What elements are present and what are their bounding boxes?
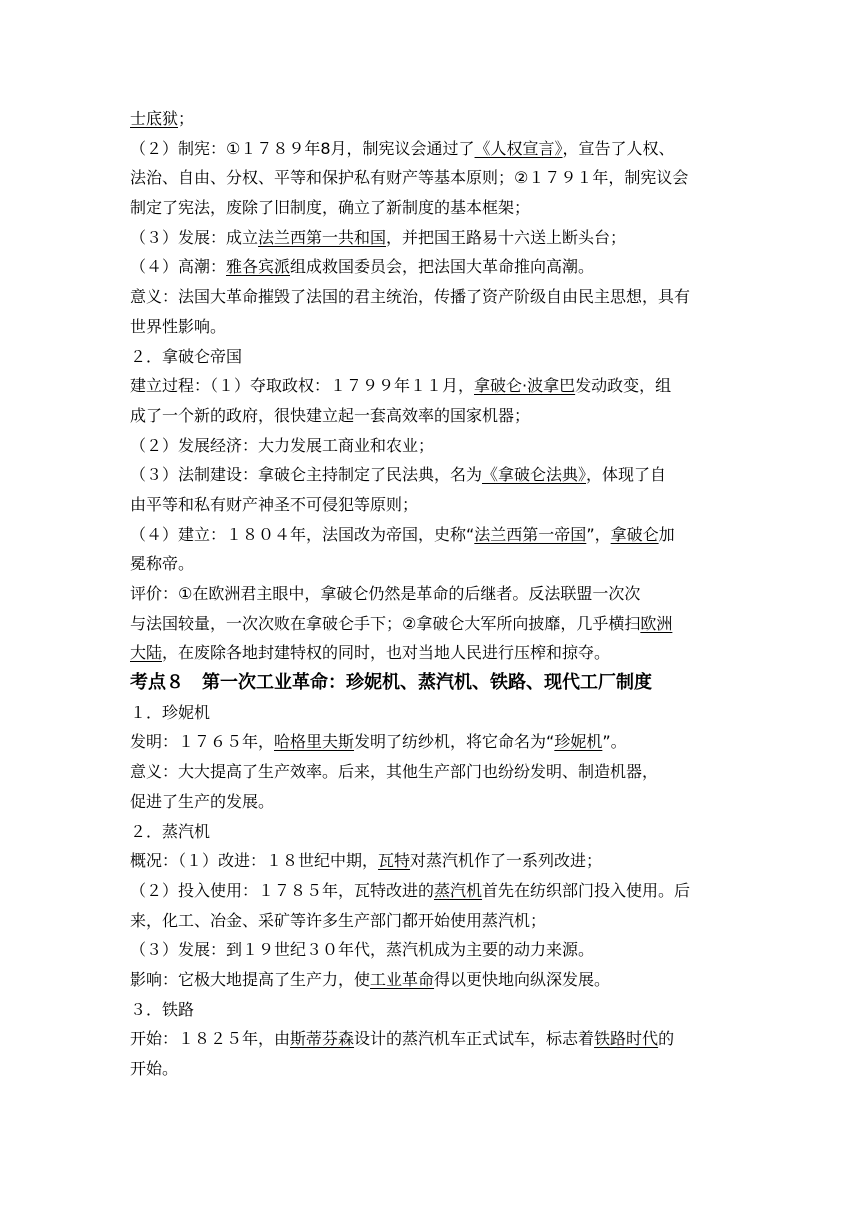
underlined-keyword: 《拿破仑法典》 — [482, 465, 587, 485]
text-segment: １．珍妮机 — [130, 702, 211, 722]
text-segment: ”。 — [602, 732, 627, 752]
text-segment: ，在废除各地封建特权的同时，也对当地人民进行压榨和掠夺。 — [162, 643, 611, 663]
text-line — [130, 906, 740, 936]
text-segment: 的 — [658, 1029, 675, 1049]
text-line — [130, 1024, 740, 1054]
underlined-keyword: 拿破仑·波拿巴 — [474, 376, 576, 396]
text-line — [130, 401, 740, 431]
text-segment: ３．铁路 — [130, 999, 195, 1019]
text-segment: ２．蒸汽机 — [130, 821, 211, 841]
text-segment: 与法国较量，一次次败在拿破仑手下；②拿破仑大军所向披靡，几乎横扫 — [130, 613, 641, 633]
text-line — [130, 312, 740, 342]
text-line — [130, 282, 740, 312]
text-segment: （３）发展：成立 — [130, 227, 259, 247]
text-line — [130, 490, 740, 520]
underlined-keyword: 瓦特 — [378, 851, 411, 871]
text-line — [130, 876, 740, 906]
text-segment: 考点８ 第一次工业革命：珍妮机、蒸汽机、铁路、现代工厂制度 — [130, 672, 652, 694]
text-segment: ，宣告了人权、 — [562, 138, 675, 158]
text-segment: 世界性影响。 — [130, 316, 227, 336]
text-segment: 发明：１７６５年， — [130, 732, 275, 752]
text-line — [130, 727, 740, 757]
text-segment: 成了一个新的政府，很快建立起一套高效率的国家机器； — [130, 405, 531, 425]
text-line — [130, 757, 740, 787]
text-line — [130, 549, 740, 579]
text-segment: 法治、自由、分权、平等和保护私有财产等基本原则；②１７９１年，制宪议会 — [130, 168, 689, 188]
text-segment: ”， — [586, 524, 611, 544]
text-segment: 设计的蒸汽机车正式试车，标志着 — [354, 1029, 595, 1049]
text-segment: ２．拿破仑帝国 — [130, 346, 243, 366]
text-line — [130, 431, 740, 461]
text-segment: 首先在纺织部门投入使用。后 — [482, 880, 691, 900]
text-line — [130, 609, 740, 639]
underlined-keyword: 拿破仑 — [610, 524, 659, 544]
section-heading — [130, 668, 740, 698]
text-segment: 发动政变，组 — [575, 376, 672, 396]
text-line — [130, 252, 740, 282]
underlined-keyword: 雅各宾派 — [226, 257, 291, 277]
text-segment: ，体现了自 — [586, 465, 667, 485]
text-line — [130, 965, 740, 995]
text-segment: 意义：法国大革命摧毁了法国的君主统治，传播了资产阶级自由民主思想，具有 — [130, 287, 691, 307]
text-line — [130, 817, 740, 847]
text-segment: 由平等和私有财产神圣不可侵犯等原则； — [130, 494, 419, 514]
text-line — [130, 579, 740, 609]
text-segment: 评价：①在欧洲君主眼中，拿破仑仍然是革命的后继者。反法联盟一次次 — [130, 584, 641, 603]
underlined-keyword: 法兰西第一共和国 — [258, 227, 387, 247]
underlined-keyword: 《人权宣言》 — [474, 138, 563, 158]
text-segment: （３）法制建设：拿破仑主持制定了民法典，名为 — [130, 465, 483, 485]
text-segment: 建立过程：（１）夺取政权：１７９９年１１月， — [130, 376, 475, 396]
text-segment: 开始。 — [130, 1059, 179, 1078]
text-line — [130, 698, 740, 728]
text-line — [130, 787, 740, 817]
text-segment: 来，化工、冶金、采矿等许多生产部门都开始使用蒸汽机； — [130, 910, 547, 930]
underlined-keyword: 哈格里夫斯 — [274, 732, 355, 752]
text-segment: 发明了纺纱机，将它命名为“ — [354, 732, 555, 752]
underlined-keyword: 欧洲 — [640, 613, 673, 633]
text-segment: （２）投入使用：１７８５年，瓦特改进的 — [130, 880, 435, 900]
text-segment: 概况：（１）改进：１８世纪中期， — [130, 851, 379, 871]
text-segment: （２）发展经济：大力发展工商业和农业； — [130, 435, 435, 455]
text-line — [130, 223, 740, 253]
text-line — [130, 104, 740, 134]
text-line — [130, 935, 740, 965]
text-segment: 组成救国委员会，把法国大革命推向高潮。 — [290, 257, 595, 277]
underlined-keyword: 珍妮机 — [554, 732, 603, 752]
text-segment: 影响：它极大地提高了生产力，使 — [130, 969, 371, 989]
text-line — [130, 846, 740, 876]
text-line — [130, 163, 740, 193]
text-line — [130, 193, 740, 223]
text-segment: ； — [178, 109, 195, 128]
text-segment: 得以更快地向纵深发展。 — [434, 969, 611, 989]
text-segment: （３）发展：到１９世纪３０年代，蒸汽机成为主要的动力来源。 — [130, 940, 595, 960]
text-segment: （２）制宪：①１７８９年8月，制宪议会通过了 — [130, 138, 475, 158]
text-line — [130, 638, 740, 668]
text-line — [130, 520, 740, 550]
text-segment: （４）建立：１８０４年，法国改为帝国，史称“ — [130, 524, 475, 544]
text-segment: 对蒸汽机作了一系列改进； — [410, 851, 603, 871]
underlined-keyword: 大陆 — [130, 643, 163, 663]
text-segment: ，并把国王路易十六送上断头台； — [386, 227, 627, 247]
text-line — [130, 460, 740, 490]
text-segment: 制定了宪法，废除了旧制度，确立了新制度的基本框架； — [130, 198, 531, 218]
underlined-keyword: 斯蒂芬森 — [290, 1029, 355, 1049]
text-segment: 开始：１８２５年，由 — [130, 1029, 291, 1049]
text-line — [130, 1054, 740, 1084]
text-segment: 冕称帝。 — [130, 554, 195, 574]
underlined-keyword: 士底狱 — [130, 109, 179, 128]
text-segment: 促进了生产的发展。 — [130, 791, 275, 811]
underlined-keyword: 工业革命 — [370, 969, 435, 989]
text-line — [130, 134, 740, 164]
text-line — [130, 995, 740, 1025]
underlined-keyword: 法兰西第一帝国 — [474, 524, 587, 544]
text-segment: （４）高潮： — [130, 257, 227, 277]
text-line — [130, 371, 740, 401]
text-segment: 加 — [658, 524, 675, 544]
text-line — [130, 342, 740, 372]
underlined-keyword: 蒸汽机 — [434, 880, 483, 900]
underlined-keyword: 铁路时代 — [594, 1029, 659, 1049]
text-segment: 意义：大大提高了生产效率。后来，其他生产部门也纷纷发明、制造机器， — [130, 762, 659, 782]
